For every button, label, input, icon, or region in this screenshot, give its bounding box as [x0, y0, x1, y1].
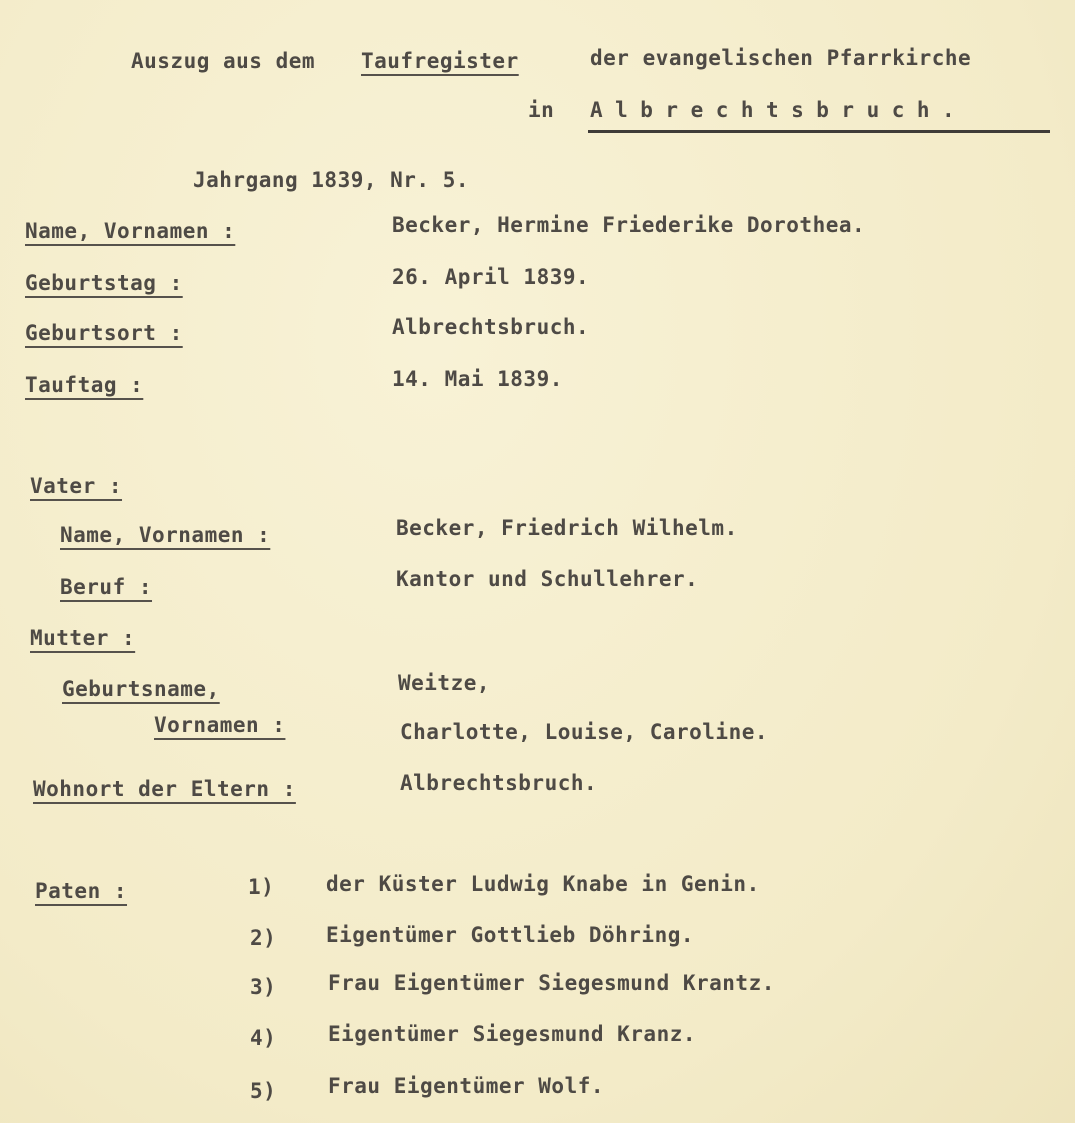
paten-label: Paten : [35, 879, 128, 903]
wohnort-value: Albrechtsbruch. [400, 771, 598, 795]
pate-name: Eigentümer Gottlieb Döhring. [326, 923, 695, 947]
mutter-vornamen-label: Vornamen : [154, 713, 286, 737]
header-register: Taufregister [361, 49, 519, 73]
geburtstag-value: 26. April 1839. [392, 265, 590, 289]
header-in: in [528, 98, 555, 122]
mutter-label: Mutter : [30, 626, 136, 650]
jahrgang-line: Jahrgang 1839, Nr. 5. [193, 168, 470, 192]
header-church: der evangelischen Pfarrkirche [590, 46, 972, 70]
pate-number: 5) [250, 1079, 277, 1103]
pate-number: 2) [250, 926, 277, 950]
pate-number: 4) [250, 1026, 277, 1050]
header-prefix: Auszug aus dem [131, 49, 316, 73]
vater-label: Vater : [30, 474, 123, 498]
header-place: Albrechtsbruch. [590, 98, 968, 122]
mutter-vornamen-value: Charlotte, Louise, Caroline. [400, 720, 769, 744]
geburtsort-value: Albrechtsbruch. [392, 315, 590, 339]
pate-number: 3) [250, 975, 277, 999]
geburtsort-label: Geburtsort : [25, 321, 183, 345]
geburtstag-label: Geburtstag : [25, 271, 183, 295]
vater-beruf-label: Beruf : [60, 575, 153, 599]
pate-number: 1) [248, 875, 275, 899]
vater-beruf-value: Kantor und Schullehrer. [396, 567, 699, 591]
mutter-geburtsname-value: Weitze, [398, 671, 491, 695]
wohnort-label: Wohnort der Eltern : [33, 777, 296, 801]
mutter-geburtsname-label: Geburtsname, [62, 677, 220, 701]
child-name-value: Becker, Hermine Friederike Dorothea. [392, 213, 866, 237]
child-name-label: Name, Vornamen : [25, 219, 236, 243]
vater-name-value: Becker, Friedrich Wilhelm. [396, 516, 738, 540]
pate-name: der Küster Ludwig Knabe in Genin. [326, 872, 760, 896]
tauftag-value: 14. Mai 1839. [392, 367, 563, 391]
pate-name: Eigentümer Siegesmund Kranz. [328, 1022, 697, 1046]
vater-name-label: Name, Vornamen : [60, 523, 271, 547]
pate-name: Frau Eigentümer Wolf. [328, 1074, 605, 1098]
header-place-underline [588, 130, 1050, 133]
tauftag-label: Tauftag : [25, 373, 144, 397]
pate-name: Frau Eigentümer Siegesmund Krantz. [328, 971, 775, 995]
